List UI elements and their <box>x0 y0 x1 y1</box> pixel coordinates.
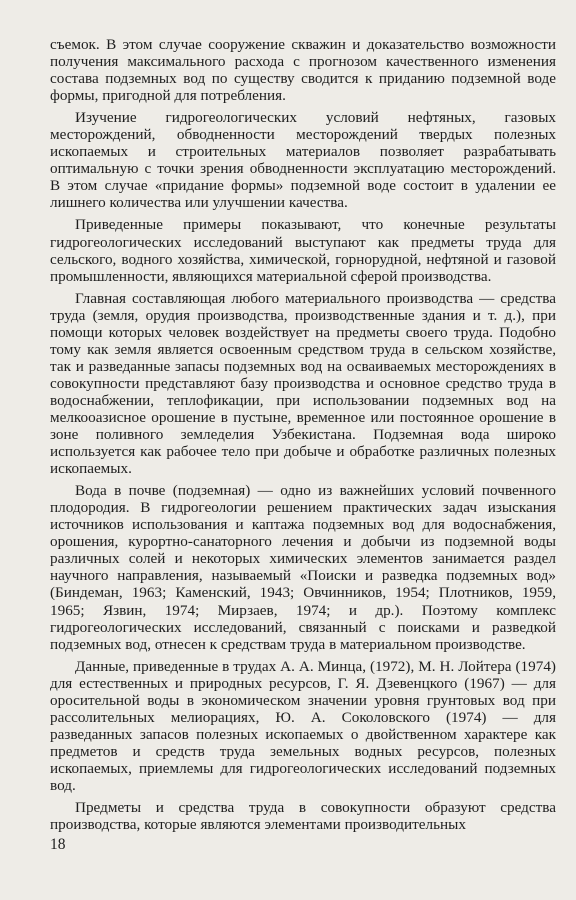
paragraph-7: Предметы и средства труда в совокупности образуют средства производства, которые являются элементами производительных <box>50 799 556 834</box>
paragraph-2: Изучение гидрогеологических условий нефтяных, газовых месторождений, обводненности месторождений твердых полезных ископаемых и строительных материалов позволяет разрабатывать оптимальную с точки зрения обводненности эксплуатацию месторождений. В этом случае «придание формы» подземной воде состоит в удалении ее лишнего количества или улучшении качества. <box>50 109 556 212</box>
paragraph-3: Приведенные примеры показывают, что конечные результаты гидрогеологических исследований выступают как предметы труда для сельского, водного хозяйства, химической, горнорудной, нефтяной и газовой промышленности, являющихся материальной сферой производства. <box>50 216 556 285</box>
page-number: 18 <box>50 836 66 853</box>
paragraph-1: съемок. В этом случае сооружение скважин и доказательство возможности получения максимального расхода с прогнозом качественного изменения состава подземных вод по существу сводится к приданию подземной воде формы, пригодной для потребления. <box>50 36 556 105</box>
paragraph-4: Главная составляющая любого материального производства — средства труда (земля, орудия производства, производственные здания и т. д.), при помощи которых человек воздействует на предметы своего труда. Подобно тому как земля является освоенным средством труда в сельском хозяйстве, так и разведанные запасы подземных вод на осваиваемых месторождениях в совокупности представляют базу производства и основное средство труда в водоснабжении, теплофикации, при использовании подземных вод на мелкооазисное орошение в пустыне, временное или постоянное орошение в зоне поливного земледелия Узбекистана. Подземная вода широко используется как рабочее тело при добыче и обработке различных полезных ископаемых. <box>50 289 556 478</box>
paragraph-6: Данные, приведенные в трудах А. А. Минца, (1972), М. Н. Лойтера (1974) для естественных и природных ресурсов, Г. Я. Дзевенцкого (1967) — для оросительной воды в экономическом значении уровня грунтовых вод при рассолительных мелиорациях, Ю. А. Соколовского (1974) — для разведанных запасов полезных ископаемых о двойственном характере как предметов и средств труда земельных водных ресурсов, полезных ископаемых, приемлемы для гидрогеологических исследований подземных вод. <box>50 657 556 794</box>
body-text <box>50 36 556 833</box>
paragraph-5: Вода в почве (подземная) — одно из важнейших условий почвенного плодородия. В гидрогеологии решением практических задач изыскания источников использования и каптажа подземных вод для водоснабжения, орошения, курортно-санаторного лечения и добычи из подземной воды различных солей и некоторых химических элементов занимается раздел научного направления, называемый «Поиски и разведка подземных вод» (Биндеман, 1963; Каменский, 1943; Овчинников, 1954; Плотников, 1959, 1965; Язвин, 1974; Мирзаев, 1974; и др.). Поэтому комплекс гидрогеологических исследований, связанный с поисками и разведкой подземных вод, отнесен к средствам труда в материальном производстве. <box>50 482 556 653</box>
